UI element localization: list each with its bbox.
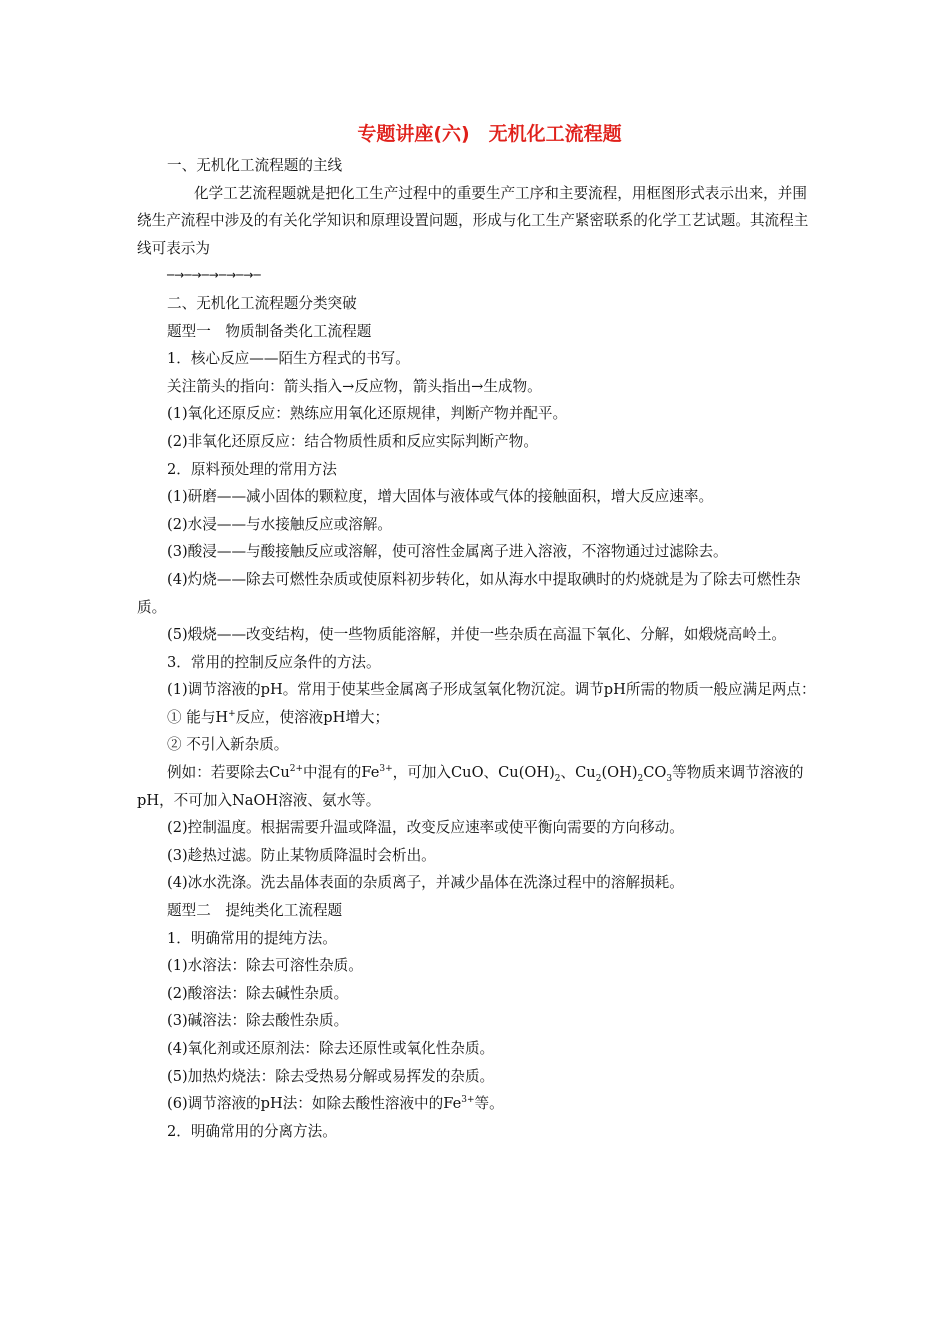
point-title: 3．常用的控制反应条件的方法。	[167, 653, 381, 671]
text-fragment: (6)调节溶液的pH法：如除去酸性溶液中的Fe	[167, 1095, 462, 1113]
subscript: 2	[554, 773, 561, 784]
text-fragment: 、Cu	[560, 764, 596, 782]
text-fragment: ，可加入CuO、Cu(OH)	[392, 764, 555, 782]
list-item: (1)氧化还原反应：熟练应用氧化还原规律，判断产物并配平。	[167, 405, 568, 423]
page-title: 专题讲座(六) 无机化工流程题	[357, 123, 622, 145]
paragraph: 关注箭头的指向：箭头指入→反应物，箭头指出→生成物。	[167, 377, 542, 395]
list-item: (5)加热灼烧法：除去受热易分解或易挥发的杂质。	[167, 1067, 495, 1085]
list-item: (3)趁热过滤。防止某物质降温时会析出。	[167, 846, 436, 864]
example-paragraph	[137, 759, 817, 814]
paragraph: 化学工艺流程题就是把化工生产过程中的重要生产工序和主要流程，用框图形式表示出来，并围绕生产流程中涉及的有关化学知识和原理设置问题，形成与化工生产紧密联系的化学工艺试题。其流程主线可表示为	[137, 184, 809, 257]
list-item: (2)酸溶法：除去碱性杂质。	[167, 984, 349, 1002]
text-fragment: 反应，使溶液pH增大；	[235, 708, 390, 726]
section-heading: 一、无机化工流程题的主线	[167, 157, 343, 174]
point-title: 1．核心反应——陌生方程式的书写。	[167, 350, 410, 368]
text-fragment: 中混有的Fe	[303, 764, 380, 782]
subsection-heading: 题型二 提纯类化工流程题	[167, 902, 343, 920]
list-item: (2)非氧化还原反应：结合物质性质和反应实际判断产物。	[167, 432, 538, 450]
point-title: 1．明确常用的提纯方法。	[167, 929, 337, 947]
list-item: (5)煅烧——改变结构，使一些物质能溶解，并使一些杂质在高温下氧化、分解，如煅烧高岭土。	[167, 626, 787, 644]
superscript: 3+	[379, 764, 393, 775]
list-item: (1)水溶法：除去可溶性杂质。	[167, 957, 363, 975]
list-item: (4)氧化剂或还原剂法：除去还原性或氧化性杂质。	[167, 1040, 495, 1057]
flow-chain: ─→─→─→─→─→─	[167, 268, 261, 283]
list-item: (2)控制温度。根据需要升温或降温，改变反应速率或使平衡向需要的方向移动。	[167, 819, 684, 837]
text-fragment: 等物质来调节溶液的pH，不可加入NaOH溶液、氨水等。	[137, 764, 804, 809]
section-heading: 二、无机化工流程题分类突破	[167, 294, 357, 312]
list-item: (2)水浸——与水接触反应或溶解。	[167, 515, 392, 533]
list-item	[137, 704, 817, 732]
list-item: (4)灼烧——除去可燃性杂质或使原料初步转化，如从海水中提取碘时的灼烧就是为了除去可燃性杂质。	[137, 570, 801, 616]
subscript: 2	[637, 773, 644, 784]
text-fragment: ① 能与H	[167, 708, 229, 726]
list-item: (1)研磨——减小固体的颗粒度，增大固体与液体或气体的接触面积，增大反应速率。	[167, 488, 714, 506]
subscript: 3	[666, 773, 673, 784]
superscript: 2+	[289, 764, 304, 775]
subsection-heading: 题型一 物质制备类化工流程题	[167, 322, 372, 340]
subscript: 2	[595, 773, 602, 784]
superscript: +	[228, 709, 236, 720]
text-fragment: (OH)	[601, 764, 638, 782]
point-title: 2．原料预处理的常用方法	[167, 460, 337, 478]
list-item: (3)碱溶法：除去酸性杂质。	[167, 1012, 349, 1030]
list-item: (4)冰水洗涤。洗去晶体表面的杂质离子，并减少晶体在洗涤过程中的溶解损耗。	[167, 874, 684, 892]
text-fragment: CO	[643, 764, 667, 782]
list-item: (1)调节溶液的pH。常用于使某些金属离子形成氢氧化物沉淀。调节pH所需的物质一般应满足两点：	[167, 681, 816, 699]
list-item: ② 不引入新杂质。	[167, 736, 289, 754]
text-fragment: 等。	[474, 1095, 504, 1113]
list-item	[137, 1090, 817, 1118]
point-title: 2．明确常用的分离方法。	[167, 1122, 337, 1140]
superscript: 3+	[461, 1095, 475, 1106]
document-body	[137, 118, 817, 1145]
list-item: (3)酸浸——与酸接触反应或溶解，使可溶性金属离子进入溶液，不溶物通过过滤除去。	[167, 543, 728, 561]
text-fragment: 例如：若要除去Cu	[167, 764, 290, 782]
